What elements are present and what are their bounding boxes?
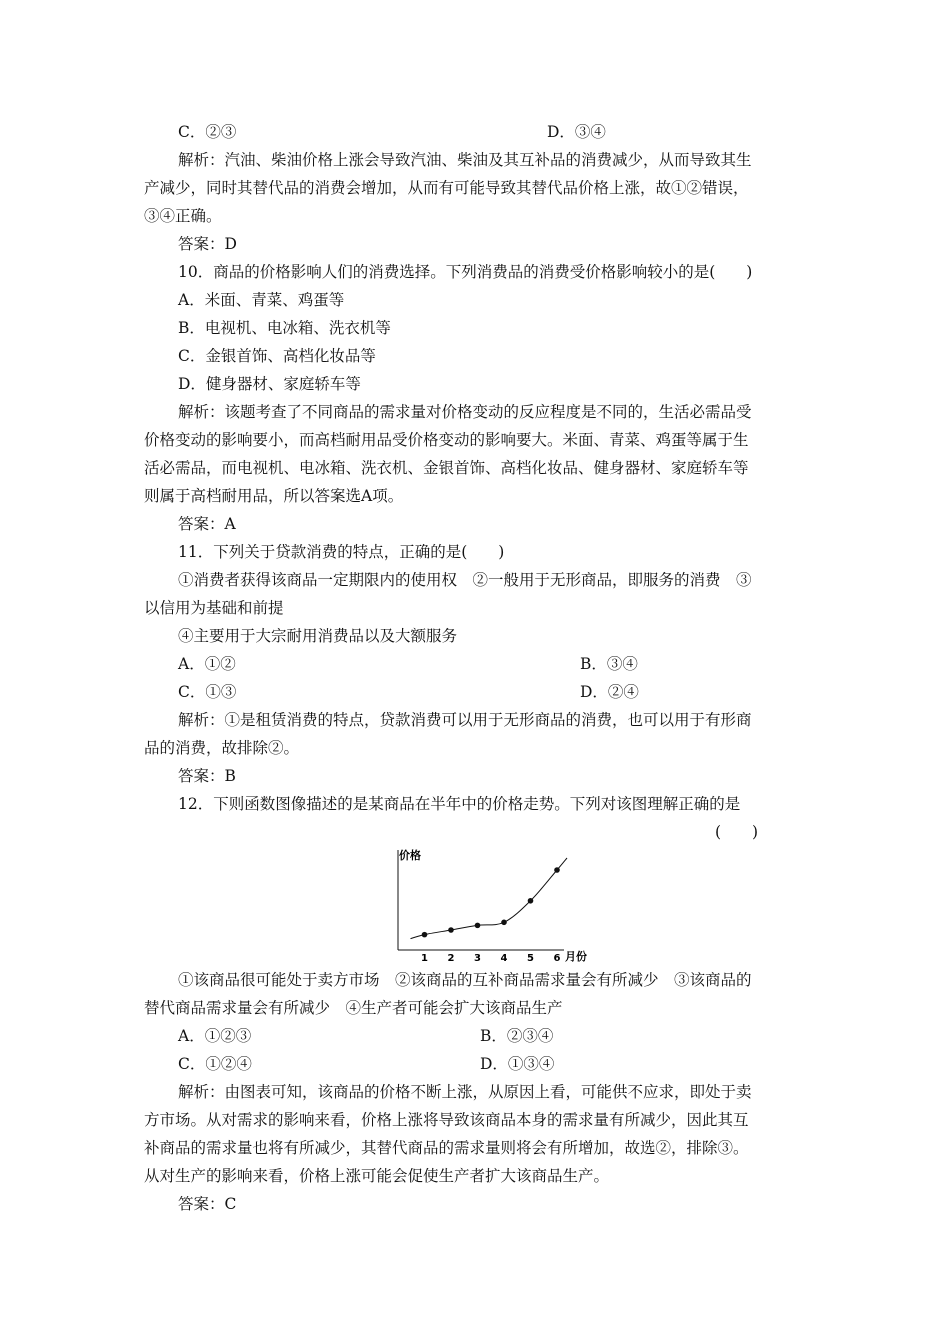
x-tick-label: 1 [421,953,428,964]
q9-analysis-line: 产减少，同时其替代品的消费会增加，从而有可能导致其替代品价格上涨，故①②错误， [144,179,749,197]
q11-option-a: A．①② [178,655,236,673]
q12-option-d: D．①③④ [480,1055,555,1073]
q10-analysis-line: 活必需品，而电视机、电冰箱、洗衣机、金银首饰、高档化妆品、健身器材、家庭轿车等 [144,459,749,477]
q11-answer: 答案：B [178,767,236,785]
q9-option-c: C．②③ [178,123,237,141]
q12-analysis-line: 方市场。从对需求的影响来看，价格上涨将导致该商品本身的需求量有所减少，因此其互 [144,1111,749,1129]
y-axis-label: 价格 [399,849,421,862]
q12-analysis-line: 从对生产的影响来看，价格上涨可能会促使生产者扩大该商品生产。 [144,1167,610,1185]
q11-item-line: 以信用为基础和前提 [144,599,284,617]
q12-item-line: ①该商品很可能处于卖方市场 ②该商品的互补商品需求量会有所减少 ③该商品的 [178,971,752,989]
q12-stem: 12．下则函数图像描述的是某商品在半年中的价格走势。下列对该图理解正确的是 [178,795,741,813]
q9-option-d: D．③④ [547,123,606,141]
price-trend-chart [380,842,600,966]
q11-analysis-line: 解析：①是租赁消费的特点，贷款消费可以用于无形商品的消费，也可以用于有形商 [178,711,752,729]
q10-answer: 答案：A [178,515,236,533]
q12-option-b: B．②③④ [480,1027,554,1045]
q11-item-line: ④主要用于大宗耐用消费品以及大额服务 [178,627,458,645]
q10-option-a: A．米面、青菜、鸡蛋等 [178,291,345,309]
q11-option-b: B．③④ [580,655,638,673]
q11-option-d: D．②④ [580,683,639,701]
q10-option-c: C．金银首饰、高档化妆品等 [178,347,376,365]
q12-analysis-line: 补商品的需求量也将有所减少，其替代商品的需求量则将会有所增加，故选②，排除③。 [144,1139,749,1157]
data-point [554,867,560,873]
q12-answer: 答案：C [178,1195,237,1213]
q10-analysis-line: 价格变动的影响要小，而高档耐用品受价格变动的影响要大。米面、青菜、鸡蛋等属于生 [144,431,749,449]
q12-option-c: C．①②④ [178,1055,252,1073]
q12-option-a: A．①②③ [178,1027,252,1045]
q10-analysis-line: 则属于高档耐用品，所以答案选A项。 [144,487,404,505]
x-axis-label: 月份 [565,950,587,963]
q11-analysis-line: 品的消费，故排除②。 [144,739,300,757]
data-point [448,927,454,933]
q10-option-b: B．电视机、电冰箱、洗衣机等 [178,319,391,337]
data-point [475,923,481,929]
q10-stem: 10．商品的价格影响人们的消费选择。下列消费品的消费受价格影响较小的是( ) [178,263,753,281]
data-point [501,920,507,926]
x-tick-label: 3 [474,953,481,964]
data-point [528,898,534,904]
x-tick-label: 6 [553,953,561,964]
x-tick-label: 4 [500,953,508,964]
data-point [422,932,428,938]
q12-item-line: 替代商品需求量会有所减少 ④生产者可能会扩大该商品生产 [144,999,563,1017]
q12-analysis-line: 解析：由图表可知，该商品的价格不断上涨，从原因上看，可能供不应求，即处于卖 [178,1083,752,1101]
q9-analysis-line: ③④正确。 [144,207,222,225]
q9-analysis-line: 解析：汽油、柴油价格上涨会导致汽油、柴油及其互补品的消费减少，从而导致其生 [178,151,752,169]
price-curve [411,858,568,939]
q10-analysis-line: 解析：该题考查了不同商品的需求量对价格变动的反应程度是不同的，生活必需品受 [178,403,752,421]
x-tick-label: 2 [447,953,455,964]
q11-stem: 11．下列关于贷款消费的特点，正确的是( ) [178,543,505,561]
q9-answer: 答案：D [178,235,237,253]
q11-option-c: C．①③ [178,683,237,701]
q10-option-d: D．健身器材、家庭轿车等 [178,375,361,393]
q11-item-line: ①消费者获得该商品一定期限内的使用权 ②一般用于无形商品，即服务的消费 ③ [178,571,752,589]
q12-answer-paren: ( ) [715,823,759,841]
x-tick-label: 5 [527,953,534,964]
